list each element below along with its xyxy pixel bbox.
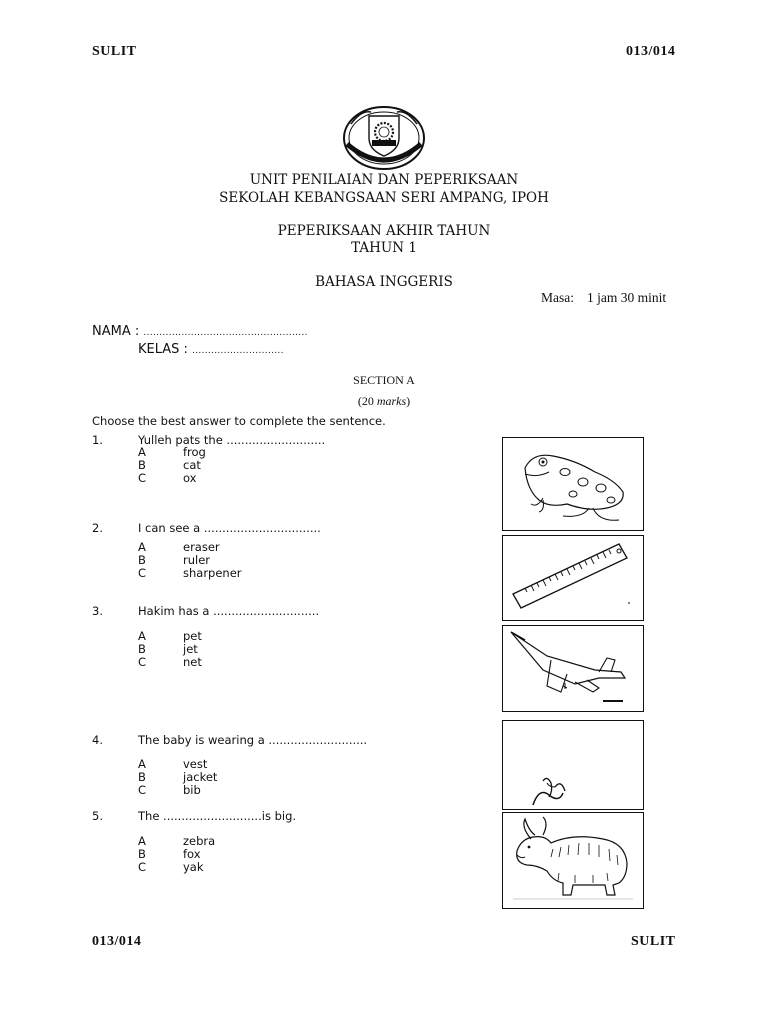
option-text: eraser: [183, 540, 220, 554]
school-title: SEKOLAH KEBANGSAAN SERI AMPANG, IPOH: [219, 190, 549, 206]
option-text: pet: [183, 629, 202, 643]
name-label: NAMA :: [92, 324, 140, 339]
question-number: 5.: [92, 809, 103, 823]
ruler-illustration: [502, 535, 644, 621]
option-text: frog: [183, 445, 206, 459]
year-title: TAHUN 1: [351, 240, 417, 256]
option-text: zebra: [183, 834, 216, 848]
option-text: sharpener: [183, 566, 242, 580]
option-letter: C: [138, 860, 147, 874]
instruction-text: Choose the best answer to complete the sentence.: [92, 414, 386, 428]
duration-label: Masa:: [541, 290, 574, 305]
option-text: fox: [183, 847, 201, 861]
name-field[interactable]: ....................................................: [143, 328, 308, 338]
option-letter: C: [138, 471, 147, 485]
frog-illustration: [502, 437, 644, 531]
header-right: 013/014: [626, 44, 676, 59]
option-letter: B: [138, 458, 146, 472]
option-letter: B: [138, 642, 146, 656]
option-letter: B: [138, 553, 146, 567]
option-text: cat: [183, 458, 201, 472]
footer-left: 013/014: [92, 934, 142, 949]
option-letter: A: [138, 445, 146, 459]
school-crest-icon: [341, 104, 427, 172]
question-number: 1.: [92, 433, 103, 447]
option-letter: A: [138, 834, 146, 848]
header-left: SULIT: [92, 44, 137, 59]
option-text: ox: [183, 471, 197, 485]
section-marks: [0, 394, 768, 409]
class-line: [138, 342, 284, 357]
option-text: jacket: [183, 770, 218, 784]
option-text: net: [183, 655, 202, 669]
marks-word: marks: [376, 394, 407, 408]
class-label: KELAS :: [138, 342, 188, 357]
question-text: I can see a ................................: [138, 521, 321, 535]
marks-close: ): [406, 394, 411, 408]
option-letter: C: [138, 566, 147, 580]
question-text: Yulleh pats the ...........................: [138, 433, 326, 447]
option-letter: C: [138, 783, 147, 797]
bib-illustration: [502, 720, 644, 810]
name-line: [92, 324, 308, 339]
option-letter: B: [138, 847, 146, 861]
option-text: jet: [183, 642, 198, 656]
yak-illustration: [502, 812, 644, 909]
question-text: The ...........................is big.: [138, 809, 297, 823]
option-text: vest: [183, 757, 208, 771]
footer-right: SULIT: [631, 934, 676, 949]
marks-open: (20: [357, 394, 377, 408]
section-title: SECTION A: [353, 373, 415, 387]
jet-illustration: [502, 625, 644, 712]
option-letter: B: [138, 770, 146, 784]
unit-title: UNIT PENILAIAN DAN PEPERIKSAAN: [249, 172, 519, 188]
duration-value: 1 jam 30 minit: [587, 290, 667, 305]
option-letter: A: [138, 629, 146, 643]
question-number: 2.: [92, 521, 103, 535]
option-letter: A: [138, 540, 146, 554]
option-text: bib: [183, 783, 201, 797]
subject-title: BAHASA INGGERIS: [315, 274, 453, 290]
option-letter: C: [138, 655, 147, 669]
option-text: ruler: [183, 553, 211, 567]
question-text: The baby is wearing a ...........................: [138, 733, 368, 747]
option-letter: A: [138, 757, 146, 771]
question-number: 3.: [92, 604, 103, 618]
class-field[interactable]: .............................: [192, 346, 284, 356]
option-text: yak: [183, 860, 204, 874]
question-number: 4.: [92, 733, 103, 747]
question-text: Hakim has a .............................: [138, 604, 320, 618]
exam-title: PEPERIKSAAN AKHIR TAHUN: [277, 223, 491, 239]
